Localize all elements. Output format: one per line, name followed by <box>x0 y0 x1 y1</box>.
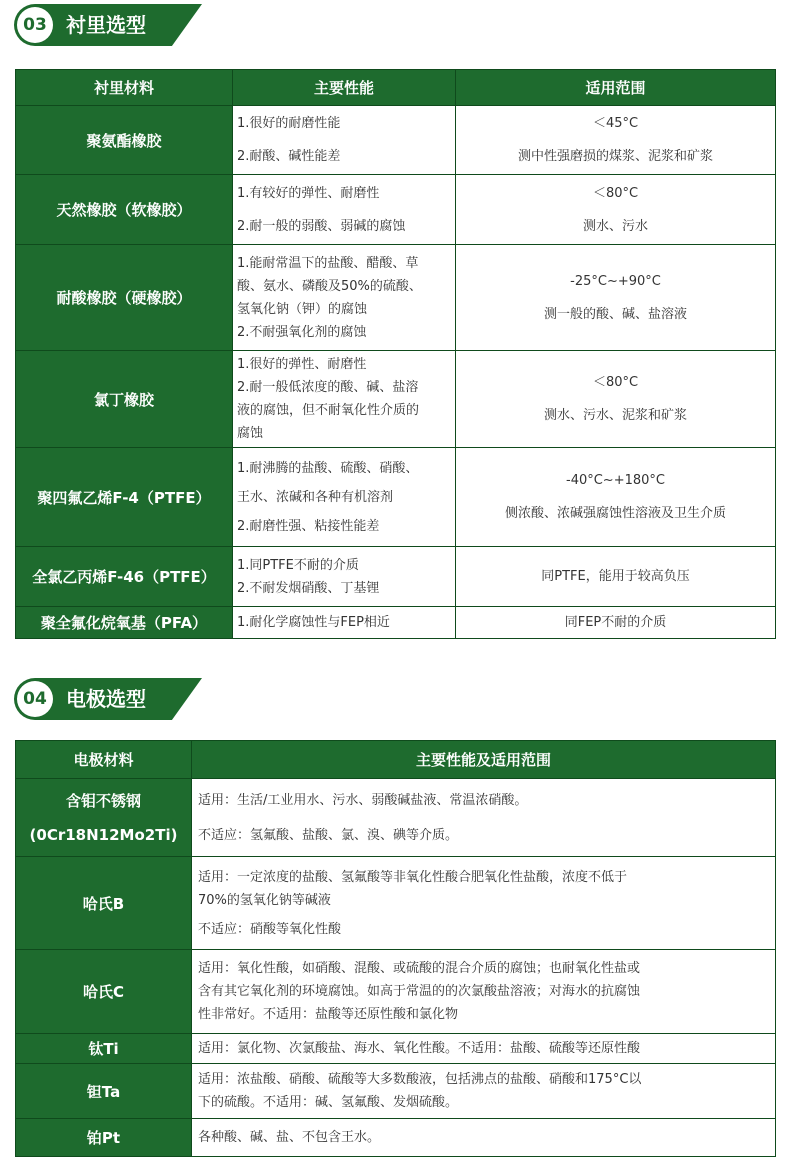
section-title: 电极选型 <box>66 687 146 711</box>
property-line: 2.耐一般的弱酸、弱碱的腐蚀 <box>237 218 406 234</box>
property-line: 液的腐蚀，但不耐氧化性介质的 <box>237 403 420 418</box>
temperature-range: -40°C~+180°C <box>566 473 665 488</box>
performance-line: 性非常好。不适用：盐酸等还原性酸和氯化物 <box>198 1007 459 1022</box>
table-row <box>16 1064 776 1119</box>
property-line: 1.能耐常温下的盐酸、醋酸、草 <box>237 255 419 271</box>
lining-material-name: 聚氨酯橡胶 <box>16 106 233 175</box>
performance-line: 下的硫酸。不适用：碱、氢氟酸、发烟硫酸。 <box>198 1095 459 1110</box>
electrode-material-name: 钽Ta <box>16 1064 192 1119</box>
property-line: 1.很好的弹性、耐磨性 <box>237 357 367 372</box>
column-header-material: 电极材料 <box>16 741 192 779</box>
table-header-row <box>16 741 776 779</box>
table-header-row <box>16 70 776 106</box>
application-text: 同PTFE，能用于较高负压 <box>541 569 690 584</box>
table-row <box>16 857 776 950</box>
column-header-material: 衬里材料 <box>16 70 233 106</box>
property-line: 2.耐一般低浓度的酸、碱、盐溶 <box>237 380 419 395</box>
table-row <box>16 106 776 175</box>
property-line: 2.不耐强氧化剂的腐蚀 <box>237 324 367 340</box>
lining-material-name: 全氯乙丙烯F-46（PTFE） <box>16 547 233 607</box>
performance-line: 适用：氯化物、次氯酸盐、海水、氧化性酸。不适用：盐酸、硫酸等还原性酸 <box>198 1041 641 1056</box>
property-line: 腐蚀 <box>237 426 264 441</box>
performance-line: 70%的氢氧化钠等碱液 <box>198 892 331 908</box>
table-row <box>16 607 776 639</box>
electrode-material-grade: (0Cr18N12Mo2Ti) <box>29 825 178 844</box>
lining-selection-table <box>15 69 776 639</box>
table-row <box>16 950 776 1034</box>
electrode-material-name: 哈氏B <box>16 857 192 950</box>
lining-material-name: 天然橡胶（软橡胶） <box>16 175 233 245</box>
column-header-properties: 主要性能 <box>233 70 456 106</box>
property-line: 1.耐化学腐蚀性与FEP相近 <box>237 615 390 630</box>
performance-line: 含有其它氧化剂的环境腐蚀。如高于常温的的次氯酸盐溶液；对海水的抗腐蚀 <box>198 984 641 999</box>
performance-line: 不适应：硝酸等氧化性酸 <box>198 921 342 937</box>
performance-line: 适用：氧化性酸，如硝酸、混酸、或硫酸的混合介质的腐蚀；也耐氧化性盐或 <box>198 961 641 976</box>
temperature-range: ＜80°C <box>592 375 639 390</box>
electrode-material-name: 含钼不锈钢 <box>65 791 141 810</box>
property-line: 1.耐沸腾的盐酸、硫酸、硝酸、 <box>237 460 419 476</box>
performance-line: 不适应：氢氟酸、盐酸、氯、溴、碘等介质。 <box>198 827 459 843</box>
application-text: 测水、污水、泥浆和矿浆 <box>543 408 687 423</box>
temperature-range: ＜80°C <box>592 185 639 201</box>
performance-line: 适用：一定浓度的盐酸、氢氟酸等非氧化性酸合肥氧化性盐酸，浓度不低于 <box>198 869 628 885</box>
performance-line: 适用：浓盐酸、硝酸、硫酸等大多数酸液，包括沸点的盐酸、硝酸和175°C以 <box>198 1072 642 1087</box>
lining-material-name: 聚四氟乙烯F-4（PTFE） <box>16 448 233 547</box>
section-number-badge: 03 <box>17 7 53 43</box>
table-row <box>16 1034 776 1064</box>
table-row <box>16 245 776 351</box>
temperature-range: -25°C~+90°C <box>570 273 661 289</box>
performance-line: 适用：生活/工业用水、污水、弱酸碱盐液、常温浓硝酸。 <box>198 792 528 808</box>
table-row <box>16 351 776 448</box>
application-text: 同FEP不耐的介质 <box>564 615 667 630</box>
property-line: 1.很好的耐磨性能 <box>237 116 341 131</box>
electrode-material-name: 铂Pt <box>16 1119 192 1157</box>
property-line: 酸、氨水、磷酸及50%的硫酸、 <box>237 278 422 294</box>
table-row <box>16 779 776 857</box>
column-header-range: 适用范围 <box>456 70 776 106</box>
electrode-selection-table <box>15 740 776 1157</box>
lining-material-name: 耐酸橡胶（硬橡胶） <box>16 245 233 351</box>
application-text: 测中性强磨损的煤浆、泥浆和矿浆 <box>517 149 713 164</box>
lining-material-name: 聚全氟化烷氧基（PFA） <box>16 607 233 639</box>
property-line: 2.耐酸、碱性能差 <box>237 149 341 164</box>
table-row <box>16 1119 776 1157</box>
table-row <box>16 175 776 245</box>
performance-line: 各种酸、碱、盐、不包含王水。 <box>198 1130 381 1145</box>
table-row <box>16 448 776 547</box>
temperature-range: ＜45°C <box>592 116 639 131</box>
section-number-badge: 04 <box>17 681 53 717</box>
application-text: 测一般的酸、碱、盐溶液 <box>543 306 687 322</box>
section-header-electrode <box>14 678 214 720</box>
table-row <box>16 547 776 607</box>
property-line: 2.耐磨性强、粘接性能差 <box>237 518 380 534</box>
column-header-performance: 主要性能及适用范围 <box>192 741 776 779</box>
property-line: 2.不耐发烟硝酸、丁基锂 <box>237 580 380 596</box>
property-line: 1.有较好的弹性、耐磨性 <box>237 185 380 201</box>
property-line: 王水、浓碱和各种有机溶剂 <box>237 489 394 505</box>
application-text: 侧浓酸、浓碱强腐蚀性溶液及卫生介质 <box>504 506 726 521</box>
lining-material-name: 氯丁橡胶 <box>16 351 233 448</box>
section-header-lining <box>14 4 214 46</box>
property-line: 氢氧化钠（钾）的腐蚀 <box>237 301 368 317</box>
electrode-material-name: 钛Ti <box>16 1034 192 1064</box>
application-text: 测水、污水 <box>582 218 648 234</box>
electrode-material-name: 哈氏C <box>16 950 192 1034</box>
property-line: 1.同PTFE不耐的介质 <box>237 557 359 573</box>
section-title: 衬里选型 <box>66 13 146 37</box>
